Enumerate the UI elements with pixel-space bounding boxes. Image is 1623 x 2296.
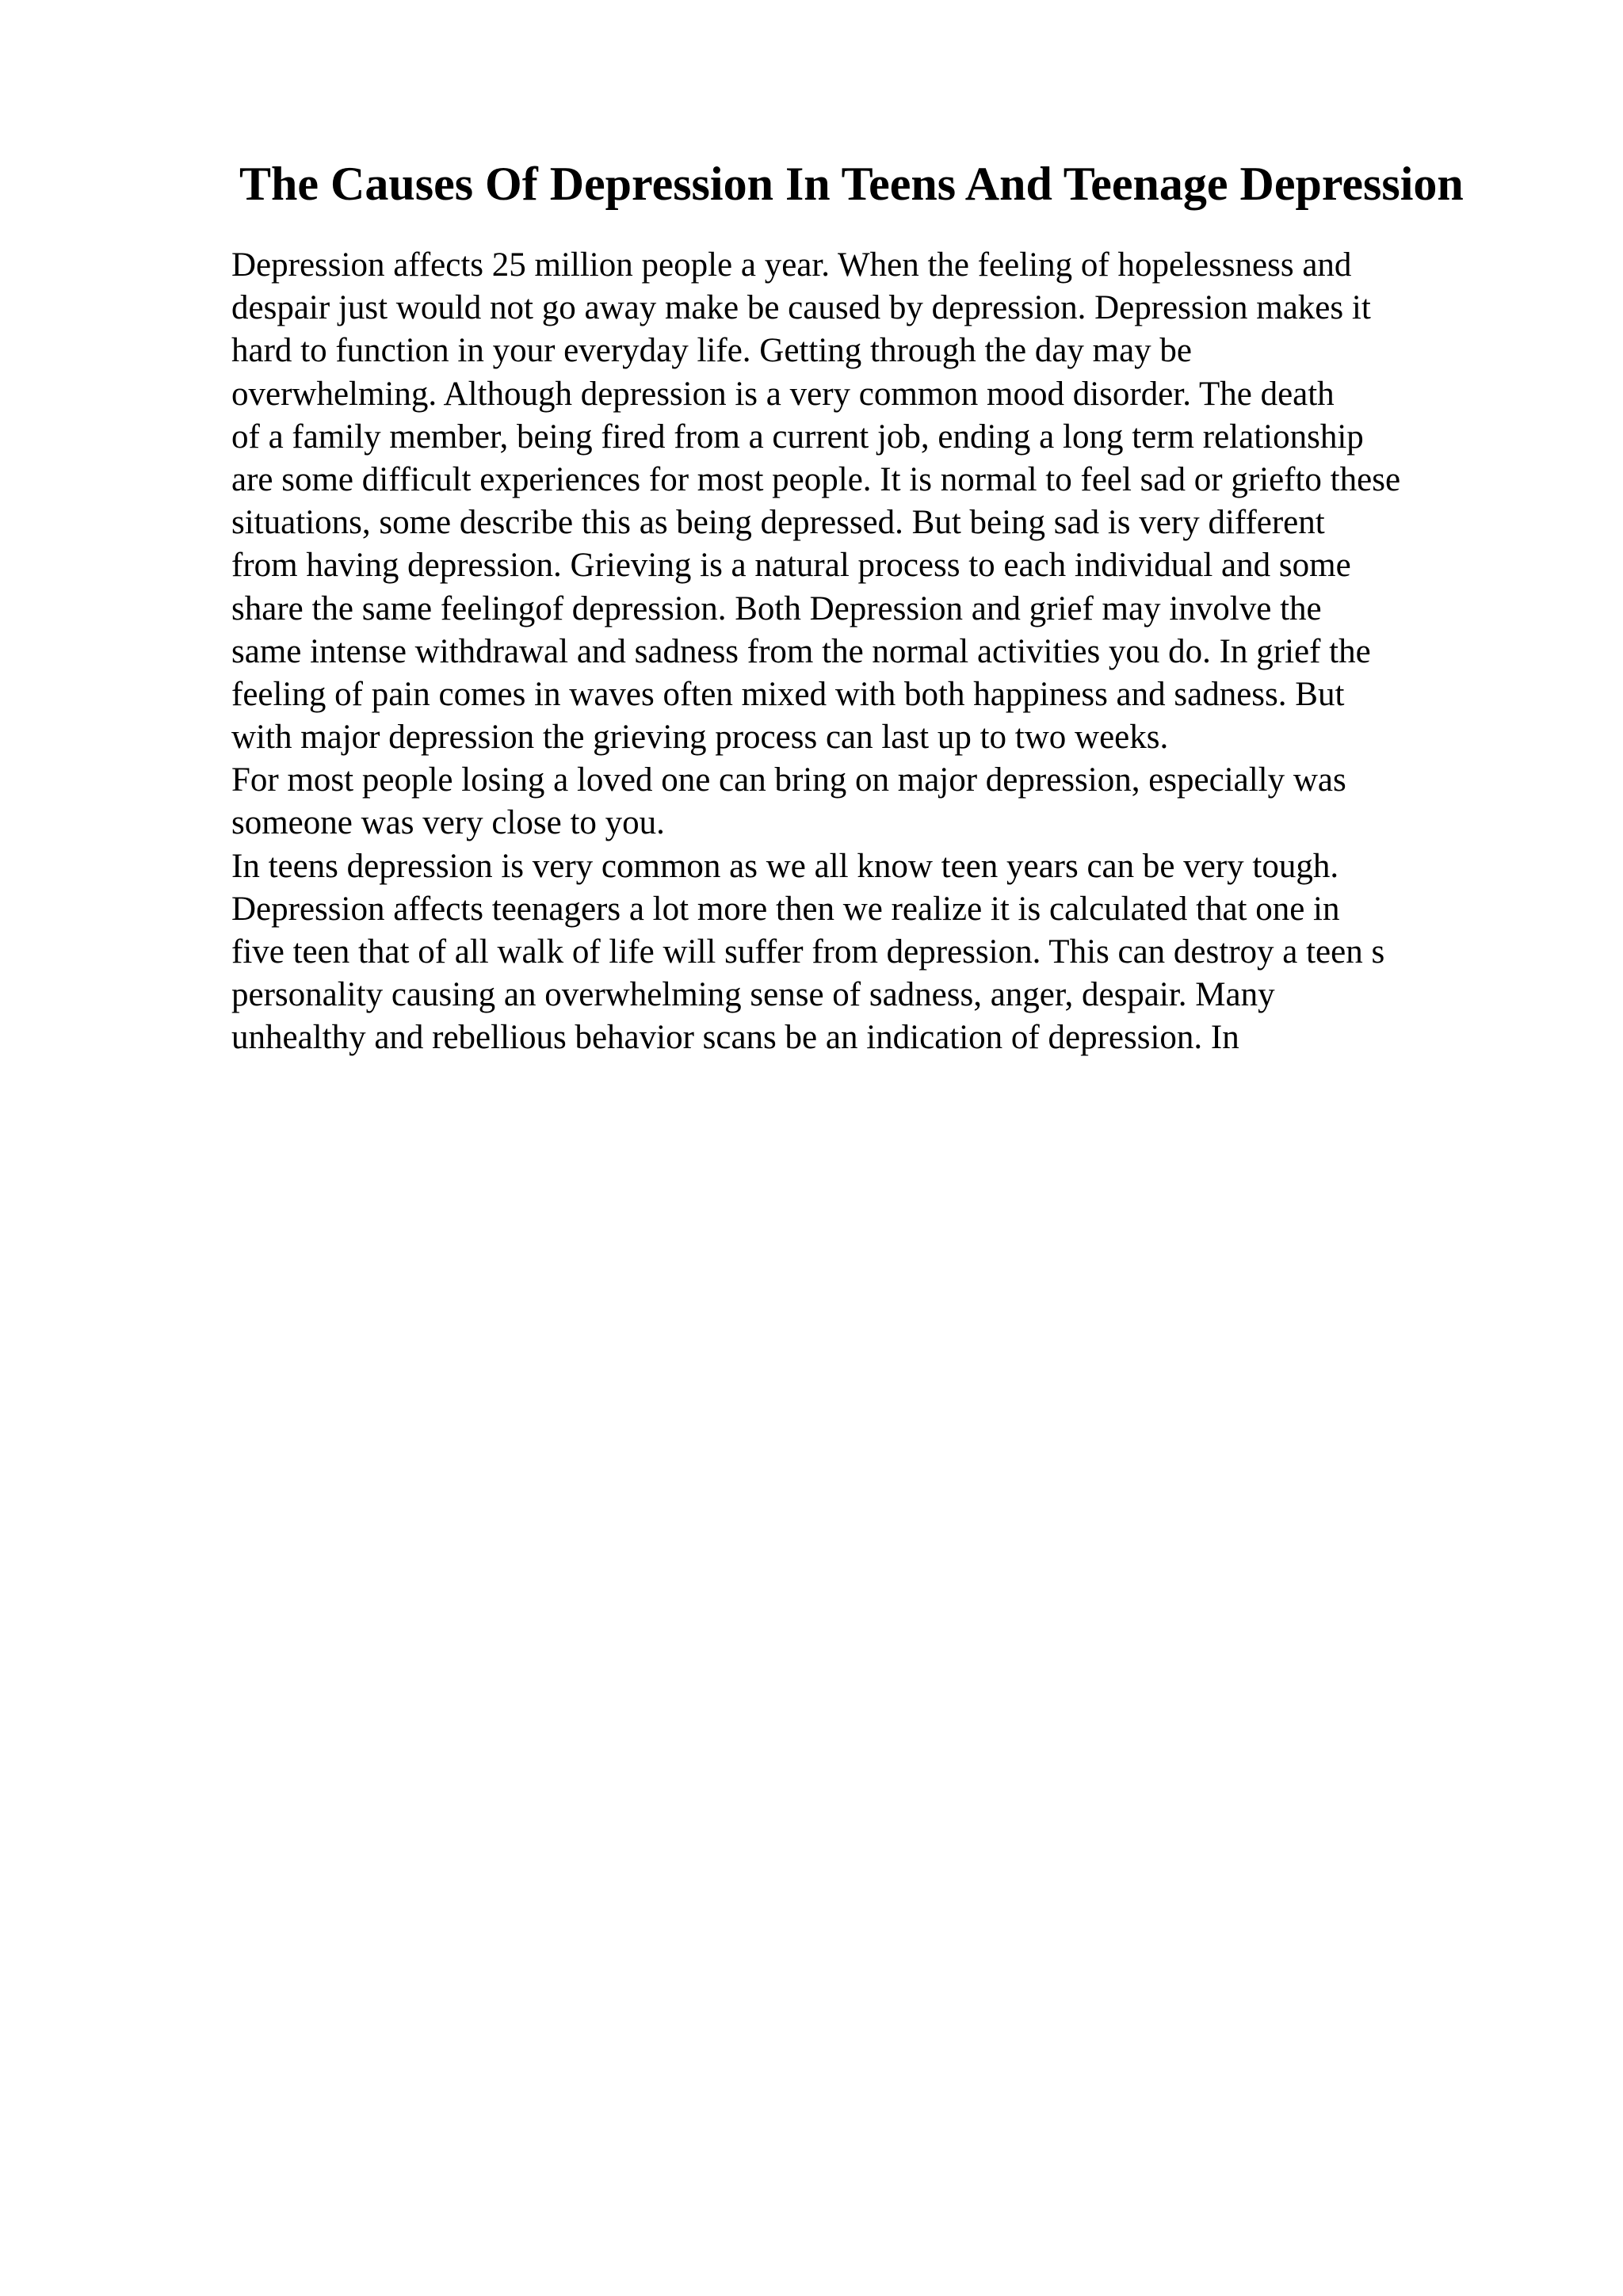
- document-title: The Causes Of Depression In Teens And Teenage Depression: [239, 158, 1464, 210]
- body-line: For most people losing a loved one can bring on major depression, especially was: [231, 761, 1346, 799]
- body-line: with major depression the grieving process can last up to two weeks.: [231, 719, 1169, 757]
- body-line: from having depression. Grieving is a natural process to each individual and some: [231, 547, 1351, 585]
- document-body: [231, 244, 1579, 1060]
- body-line: five teen that of all walk of life will suffer from depression. This can destroy a teen s: [231, 933, 1385, 971]
- body-line: of a family member, being fired from a current job, ending a long term relationship: [231, 418, 1364, 456]
- body-line: unhealthy and rebellious behavior scans be an indication of depression. In: [231, 1019, 1239, 1057]
- body-line: are some difficult experiences for most people. It is normal to feel sad or griefto these: [231, 460, 1401, 498]
- body-line: Depression affects 25 million people a year. When the feeling of hopelessness and: [231, 246, 1352, 284]
- body-line: someone was very close to you.: [231, 804, 665, 842]
- body-line: hard to function in your everyday life. Getting through the day may be: [231, 332, 1193, 370]
- body-line: personality causing an overwhelming sense of sadness, anger, despair. Many: [231, 976, 1275, 1014]
- body-line: feeling of pain comes in waves often mixed with both happiness and sadness. But: [231, 675, 1345, 713]
- body-line: Depression affects teenagers a lot more then we realize it is calculated that one in: [231, 890, 1340, 928]
- body-line: share the same feelingof depression. Both Depression and grief may involve the: [231, 589, 1322, 627]
- body-line: despair just would not go away make be caused by depression. Depression makes it: [231, 289, 1371, 327]
- body-line: same intense withdrawal and sadness from the normal activities you do. In grief the: [231, 632, 1371, 670]
- body-line: overwhelming. Although depression is a very common mood disorder. The death: [231, 375, 1335, 413]
- body-line: situations, some describe this as being depressed. But being sad is very different: [231, 504, 1325, 542]
- body-line: In teens depression is very common as we all know teen years can be very tough.: [231, 847, 1339, 885]
